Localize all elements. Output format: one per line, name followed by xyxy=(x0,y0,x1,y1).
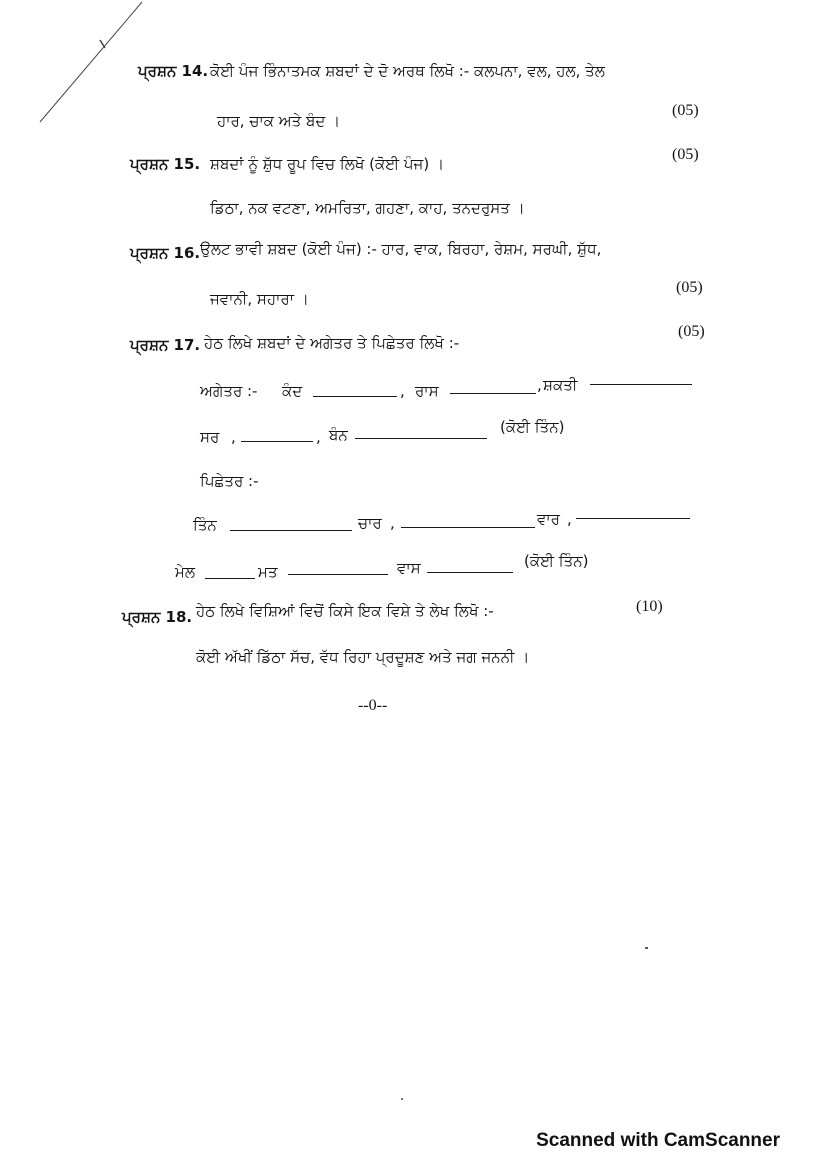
pichhetar-word-3: ਵਾਰ xyxy=(537,510,560,528)
pichhetar-word-5: ਮਤ xyxy=(258,563,278,581)
agetar-blank-2[interactable] xyxy=(450,393,536,394)
q16-text: ਉਲਟ ਭਾਵੀ ਸ਼ਬਦ (ਕੋਈ ਪੰਜ) :- ਹਾਰ, ਵਾਕ, ਬਿਰਹਾ, ਰੇਸ਼ਮ, ਸਰਘੀ, ਸ਼ੁੱਧ, xyxy=(200,240,602,258)
comma: , xyxy=(316,428,321,446)
comma: , xyxy=(390,514,395,532)
pichhetar-word-2: ਚਾਰ xyxy=(358,514,382,532)
q16-continuation: ਜਵਾਨੀ, ਸਹਾਰਾ । xyxy=(210,290,309,308)
scan-speck xyxy=(645,947,648,949)
pichhetar-blank-2[interactable] xyxy=(401,527,535,528)
pichhetar-blank-3[interactable] xyxy=(576,518,690,519)
pichhetar-blank-4[interactable] xyxy=(205,578,255,579)
q18-text: ਹੇਠ ਲਿਖੇ ਵਿਸ਼ਿਆਂ ਵਿਚੋਂ ਕਿਸੇ ਇਕ ਵਿਸ਼ੇ ਤੇ ਲੇਖ ਲਿਖੋ :- xyxy=(196,602,494,620)
comma: , xyxy=(537,376,542,394)
pichhetar-word-4: ਮੇਲ xyxy=(175,563,196,581)
q14-prefix: ਪ੍ਰਸ਼ਨ 14. xyxy=(138,62,209,80)
agetar-word-2: ਰਾਸ xyxy=(415,382,439,400)
agetar-word-1: ਕੰਦ xyxy=(282,382,303,400)
any-three-2: (ਕੋਈ ਤਿੰਨ) xyxy=(524,552,589,570)
agetar-word-4: ਸਰ xyxy=(200,428,220,446)
comma: , xyxy=(400,382,405,400)
agetar-blank-5[interactable] xyxy=(355,438,487,439)
q14-text: ਕੋਈ ਪੰਜ ਭਿੰਨਾਤਮਕ ਸ਼ਬਦਾਂ ਦੇ ਦੋ ਅਰਥ ਲਿਖੋ :- ਕਲਪਨਾ, ਵਲ, ਹਲ, ਤੇਲ xyxy=(210,62,605,80)
agetar-word-3: ਸ਼ਕਤੀ xyxy=(543,376,578,394)
q17-prefix: ਪ੍ਰਸ਼ਨ 17. xyxy=(130,336,201,354)
end-mark: --0-- xyxy=(358,697,388,714)
q15-text: ਸ਼ਬਦਾਂ ਨੂੰ ਸ਼ੁੱਧ ਰੂਪ ਵਿਚ ਲਿਖੋ (ਕੋਈ ਪੰਜ) । xyxy=(210,155,445,173)
camscanner-footer: Scanned with CamScanner xyxy=(536,1130,780,1151)
agetar-blank-4[interactable] xyxy=(241,441,313,442)
comma: , xyxy=(567,510,572,528)
q18-marks: (10) xyxy=(636,598,663,615)
comma: , xyxy=(231,428,236,446)
pichhetar-blank-6[interactable] xyxy=(427,572,513,573)
agetar-label: ਅਗੇਤਰ :- xyxy=(200,382,258,400)
q15-marks: (05) xyxy=(672,146,699,163)
q14-continuation: ਹਾਰ, ਚਾਕ ਅਤੇ ਬੰਦ । xyxy=(217,112,341,130)
q18-prefix: ਪ੍ਰਸ਼ਨ 18. xyxy=(122,608,193,626)
q16-prefix: ਪ੍ਰਸ਼ਨ 16. xyxy=(130,244,201,262)
scan-corner-lines xyxy=(0,0,160,140)
q15-prefix: ਪ੍ਰਸ਼ਨ 15. xyxy=(130,155,201,173)
agetar-blank-1[interactable] xyxy=(313,396,397,397)
pichhetar-word-1: ਤਿੰਨ xyxy=(193,516,217,534)
q17-text: ਹੇਠ ਲਿਖੇ ਸ਼ਬਦਾਂ ਦੇ ਅਗੇਤਰ ਤੇ ਪਿਛੇਤਰ ਲਿਖੋ :- xyxy=(204,334,460,352)
scan-speck xyxy=(401,1098,403,1100)
q15-continuation: ਡਿਠਾ, ਨਕ ਵਟਣਾ, ਅਮਰਿਤਾ, ਗਹਣਾ, ਕਾਹ, ਤਨਦਰੁਸਤ । xyxy=(210,199,525,217)
q17-marks: (05) xyxy=(678,323,705,340)
pichhetar-blank-1[interactable] xyxy=(230,530,352,531)
any-three-1: (ਕੋਈ ਤਿੰਨ) xyxy=(500,418,565,436)
agetar-word-5: ਬੰਨ xyxy=(329,426,348,444)
pichhetar-blank-5[interactable] xyxy=(288,574,388,575)
q14-marks: (05) xyxy=(672,102,699,119)
q18-continuation: ਕੋਈ ਅੱਖੀਂ ਡਿੱਠਾ ਸੱਚ, ਵੱਧ ਰਿਹਾ ਪ੍ਰਦੂਸ਼ਣ ਅਤੇ ਜਗ ਜਨਨੀ । xyxy=(196,648,530,666)
q16-marks: (05) xyxy=(676,279,703,296)
pichhetar-word-6: ਵਾਸ xyxy=(397,559,421,577)
agetar-blank-3[interactable] xyxy=(590,384,692,385)
pichhetar-label: ਪਿਛੇਤਰ :- xyxy=(200,472,259,490)
